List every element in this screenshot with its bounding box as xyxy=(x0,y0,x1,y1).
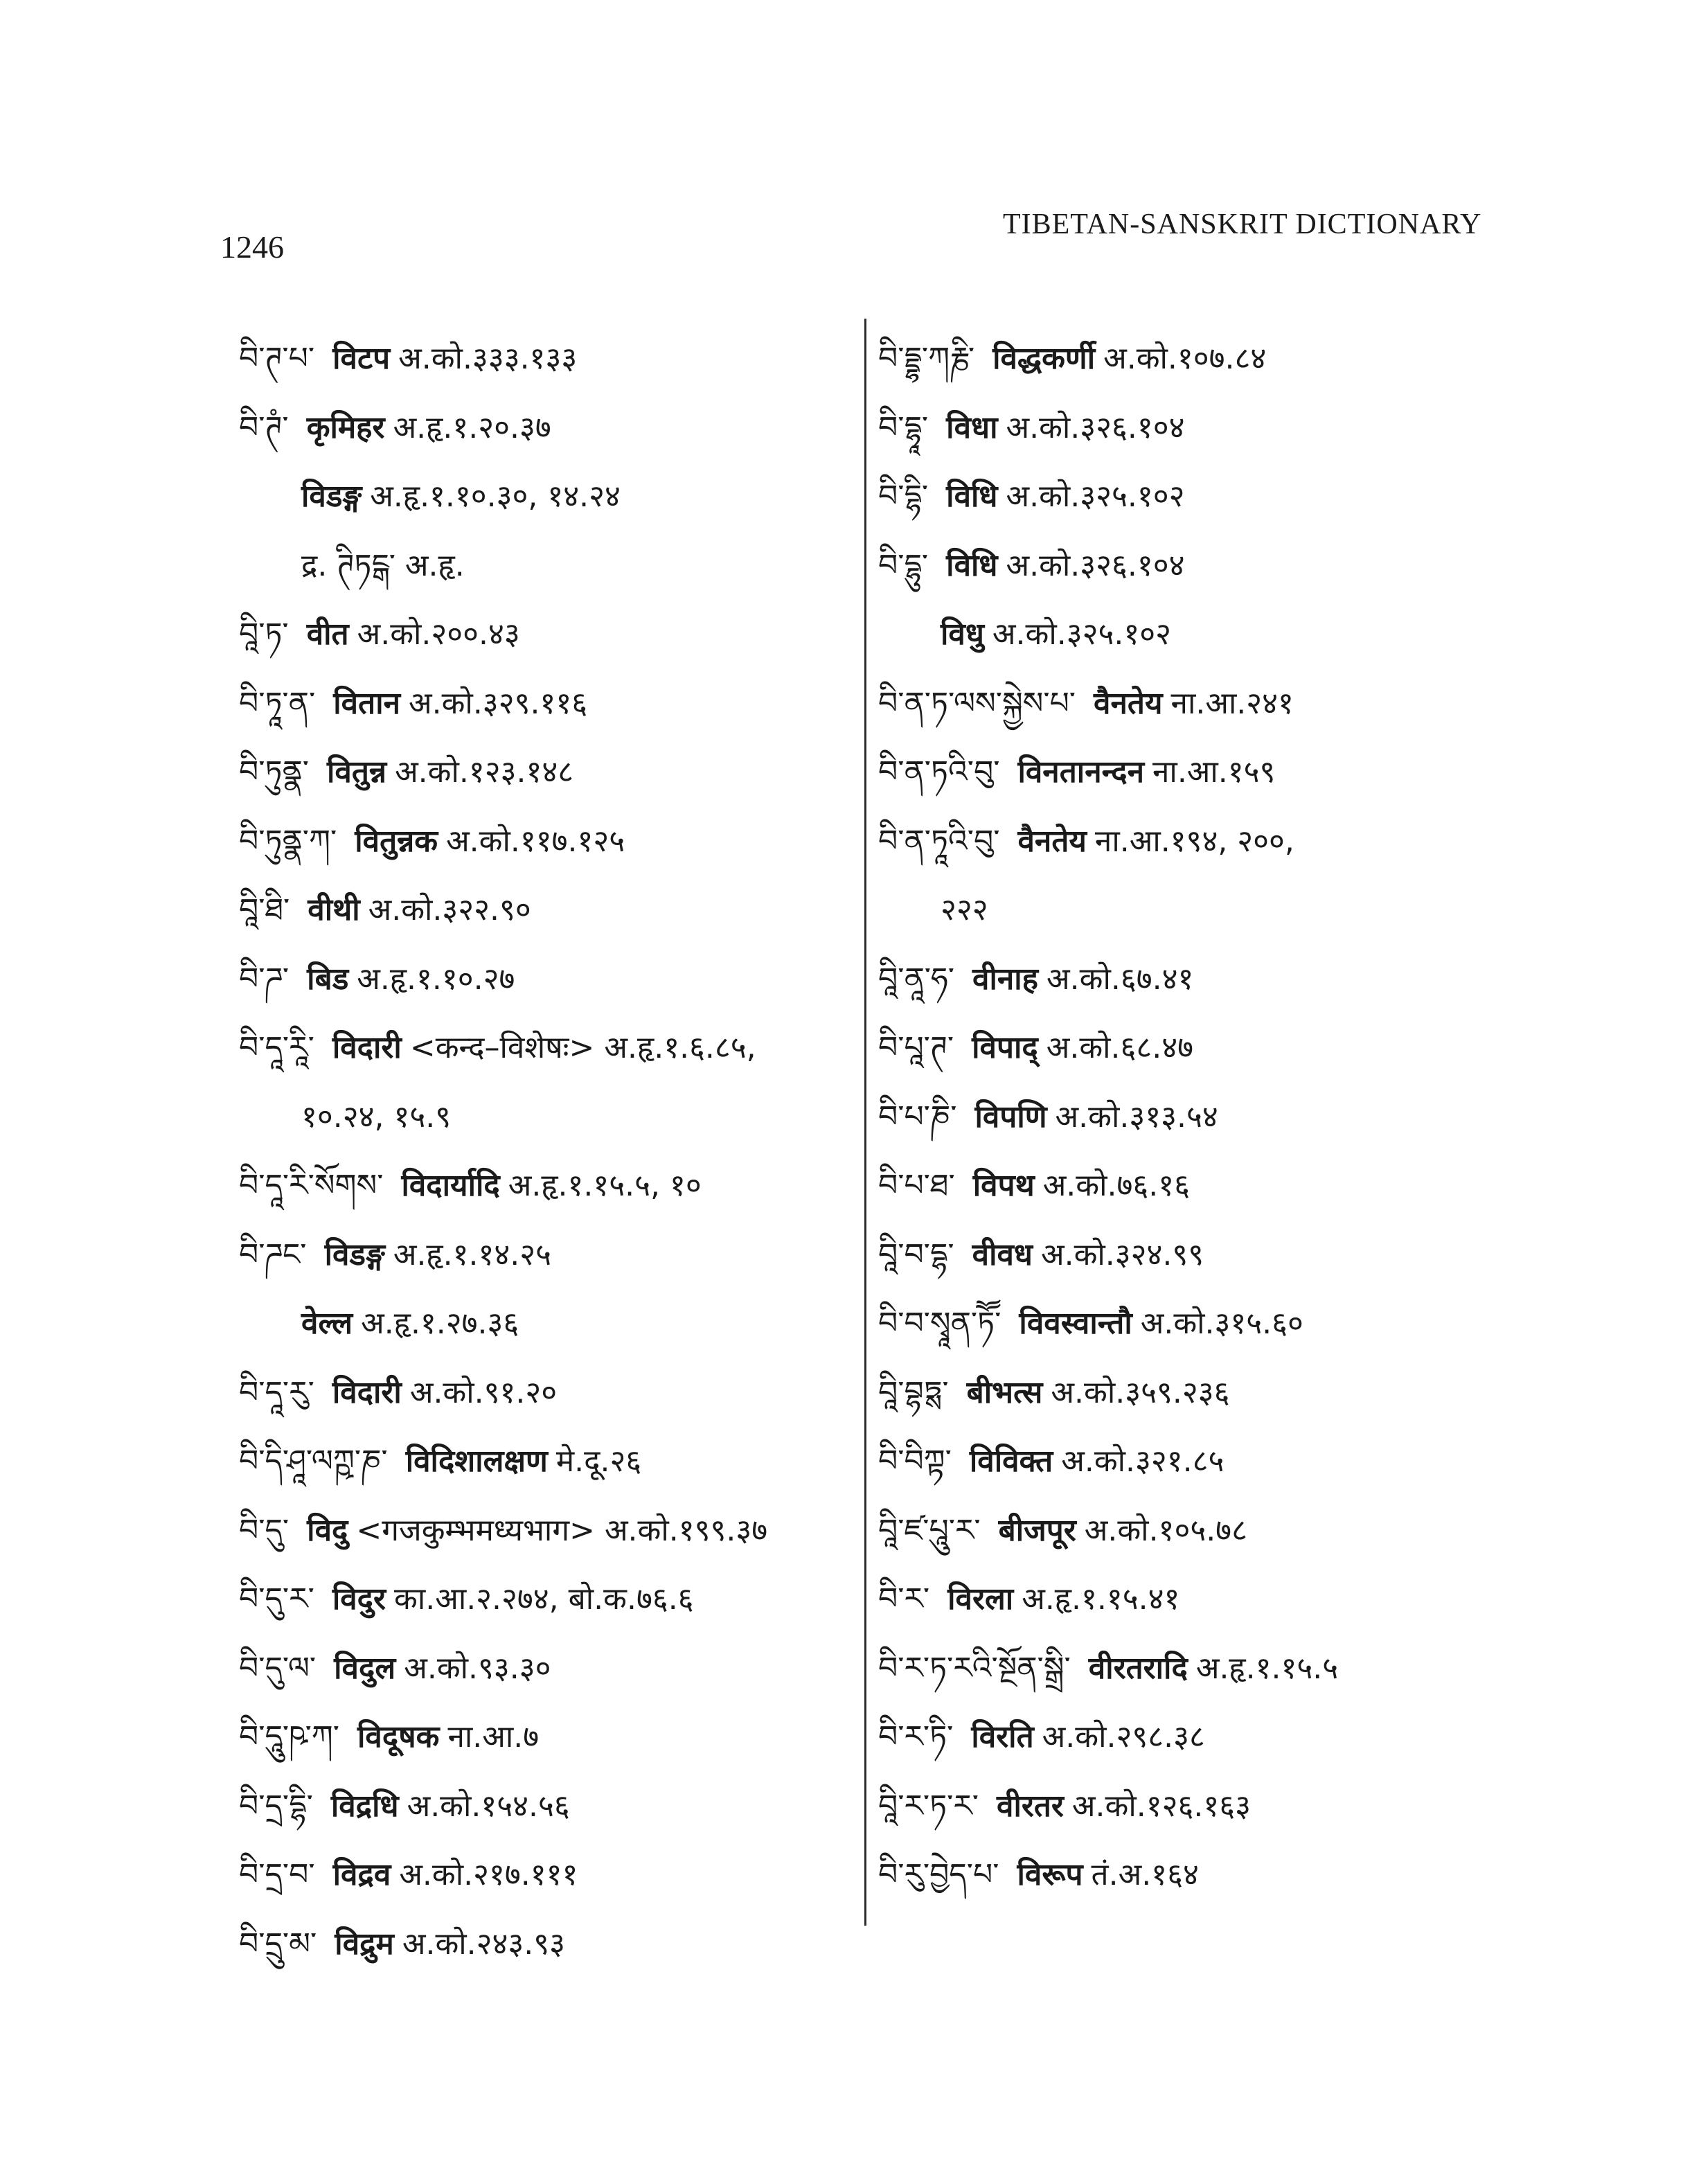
tibetan-headword: བཱི་ཐི་ xyxy=(239,892,290,927)
source-reference: अ.को.१२३.१४८ xyxy=(395,754,574,790)
dictionary-entry xyxy=(239,1020,848,1090)
source-reference: ना.आ.२४१ xyxy=(1170,685,1294,721)
sanskrit-equivalent: विटप xyxy=(332,341,391,376)
source-reference: अ.को.३१३.५४ xyxy=(1055,1099,1218,1135)
sanskrit-equivalent: विदुर xyxy=(332,1581,386,1617)
dictionary-entry xyxy=(878,1020,1488,1090)
source-reference: अ.को.३२६.१०४ xyxy=(1006,409,1185,445)
source-reference: अ.हृ.१.१०.२७ xyxy=(357,961,515,997)
tibetan-headword: བི་ཌང་ xyxy=(239,1236,307,1272)
source-reference: अ.को.९३.३० xyxy=(404,1650,551,1686)
sanskrit-equivalent: विरला xyxy=(947,1581,1014,1617)
tibetan-headword: བི་པཱ་ཊ་ xyxy=(878,1030,954,1065)
tibetan-headword: བི་པ་ཎི་ xyxy=(878,1099,957,1135)
dictionary-entry xyxy=(239,331,848,400)
source-reference: ना.आ.७ xyxy=(447,1719,540,1755)
source-reference: अ.को.२१७.१११ xyxy=(399,1857,578,1892)
dictionary-entry xyxy=(239,1572,848,1641)
source-reference: अ.हृ.१.१५.५ xyxy=(1195,1650,1339,1686)
sanskrit-equivalent: विपथ xyxy=(972,1168,1035,1203)
dictionary-entry xyxy=(878,1847,1488,1917)
sanskrit-equivalent: वीरतरादि xyxy=(1088,1650,1188,1686)
sanskrit-equivalent: विनतानन्दन xyxy=(1017,754,1144,790)
sanskrit-equivalent: विद्धकर्णी xyxy=(992,341,1096,376)
tibetan-headword: བི་དཱ་རུ་ xyxy=(239,1374,314,1410)
dictionary-entry xyxy=(239,1503,848,1572)
tibetan-headword: བི་དྷུ་ xyxy=(878,547,929,583)
dictionary-entry xyxy=(239,676,848,745)
tibetan-headword: བི་དྲ་བ་ xyxy=(239,1857,315,1892)
tibetan-headword: བི་དྲ་དྷི་ xyxy=(239,1788,313,1824)
running-title: TIBETAN-SANSKRIT DICTIONARY xyxy=(1003,208,1482,240)
dictionary-entry xyxy=(878,1779,1488,1848)
source-reference: <गजकुम्भमध्यभाग> अ.को.१९९.३७ xyxy=(356,1512,768,1548)
tibetan-headword: བི་ཊཾ་ xyxy=(239,409,289,445)
source-reference: अ.को.२००.४३ xyxy=(357,616,520,652)
tibetan-headword: བི་ཏུནྣ་ཀ་ xyxy=(239,823,337,859)
source-reference: अ.को.६८.४७ xyxy=(1046,1030,1194,1065)
sanskrit-equivalent: कृमिहर xyxy=(306,409,385,445)
tibetan-headword: བི་དཱ་རཱི་ xyxy=(239,1030,314,1065)
tibetan-headword: བི་དྷི་ xyxy=(878,479,929,514)
sanskrit-equivalent: विदार्यादि xyxy=(401,1168,500,1203)
source-reference: तं.अ.१६४ xyxy=(1091,1857,1199,1892)
source-reference: अ.को.११७.१२५ xyxy=(446,823,625,859)
source-reference: अ.को.१२६.१६३ xyxy=(1071,1788,1251,1824)
dictionary-entry xyxy=(239,1365,848,1435)
source-reference: द्र. ཊིཏངྒ་ अ.हृ. xyxy=(301,547,465,583)
left-column xyxy=(239,331,848,1985)
dictionary-entry xyxy=(239,1434,848,1503)
sanskrit-equivalent: विद्रव xyxy=(332,1857,391,1892)
source-reference: अ.को.१०७.८४ xyxy=(1103,341,1267,376)
dictionary-entry xyxy=(878,952,1488,1021)
dictionary-entry xyxy=(239,1779,848,1848)
dictionary-entry xyxy=(239,1158,848,1227)
source-reference: अ.को.६७.४१ xyxy=(1047,961,1194,997)
tibetan-headword: བི་པ་ཐ་ xyxy=(878,1168,955,1203)
dictionary-entry xyxy=(239,607,848,676)
source-reference: अ.को.३१५.६० xyxy=(1140,1306,1303,1341)
source-reference: अ.को.३२१.८५ xyxy=(1061,1444,1224,1479)
dictionary-entry xyxy=(239,952,848,1021)
tibetan-headword: བི་ཌ་ xyxy=(239,961,290,997)
dictionary-entry xyxy=(878,469,1488,538)
sanskrit-equivalent: विधा xyxy=(946,409,998,445)
source-reference: अ.को.३२५.१०२ xyxy=(992,616,1171,652)
tibetan-headword: བི་ན་ཏཱའི་བུ་ xyxy=(878,823,1000,859)
tibetan-headword: བཱི་ཏ་ xyxy=(239,616,289,652)
tibetan-headword: བི་དྷཱ་ xyxy=(878,409,929,445)
dictionary-entry xyxy=(878,1572,1488,1641)
tibetan-headword: བི་དཱ་རི་སོགས་ xyxy=(239,1168,384,1203)
sanskrit-equivalent: विविक्त xyxy=(969,1444,1053,1479)
source-reference: अ.हृ.१.२७.३६ xyxy=(361,1306,519,1341)
tibetan-headword: བི་དུ་ xyxy=(239,1512,290,1548)
sanskrit-equivalent: विद्रधि xyxy=(330,1788,399,1824)
source-reference: अ.हृ.१.२०.३७ xyxy=(393,409,551,445)
source-reference: अ.हृ.१.१४.२५ xyxy=(393,1236,551,1272)
dictionary-entry xyxy=(878,607,1488,676)
tibetan-headword: བི་ཊ་པ་ xyxy=(239,341,315,376)
sanskrit-equivalent: बीभत्स xyxy=(966,1374,1043,1410)
dictionary-entry xyxy=(239,1227,848,1297)
source-reference: अ.को.३२६.१०४ xyxy=(1006,547,1185,583)
dictionary-entry xyxy=(239,1090,848,1159)
source-reference: का.आ.२.२७४, बो.क.७६.६ xyxy=(394,1581,694,1617)
dictionary-entry xyxy=(239,814,848,883)
dictionary-entry xyxy=(878,1641,1488,1710)
dictionary-entry xyxy=(878,538,1488,607)
source-reference: अ.को.२९८.३८ xyxy=(1042,1719,1205,1755)
sanskrit-equivalent: विडङ्ग xyxy=(301,479,362,514)
tibetan-headword: བཱི་ནཱ་ཧ་ xyxy=(878,961,954,997)
sanskrit-equivalent: विद्रुम xyxy=(335,1926,394,1962)
sanskrit-equivalent: विदूषक xyxy=(357,1719,440,1755)
tibetan-headword: བི་ཏུནྣ་ xyxy=(239,754,310,790)
tibetan-headword: བི་ཏཱ་ན་ xyxy=(239,685,316,721)
dictionary-entry xyxy=(239,538,848,607)
source-reference: <कन्द–विशेषः> अ.हृ.१.६.८५, xyxy=(409,1030,756,1065)
source-reference: अ.हृ.१.१५.५, १० xyxy=(508,1168,702,1203)
sanskrit-equivalent: वीवध xyxy=(972,1236,1033,1272)
dictionary-entry xyxy=(878,1365,1488,1435)
source-reference: अ.को.७६.१६ xyxy=(1042,1168,1190,1203)
tibetan-headword: བི་ན་ཏ་ལས་སྐྱེས་པ་ xyxy=(878,685,1076,721)
tibetan-headword: བི་ར་ཏ་རའི་སྔོན་སྒྲི་ xyxy=(878,1650,1071,1686)
dictionary-entry xyxy=(239,745,848,814)
sanskrit-equivalent: वेल्ल xyxy=(301,1306,353,1341)
sanskrit-equivalent: बीजपूर xyxy=(998,1512,1076,1548)
right-column xyxy=(878,331,1488,1917)
column-divider xyxy=(864,319,866,1926)
dictionary-entry xyxy=(878,1090,1488,1159)
dictionary-entry xyxy=(239,1847,848,1917)
dictionary-entry xyxy=(878,1434,1488,1503)
sanskrit-equivalent: वीरतर xyxy=(996,1788,1064,1824)
sanskrit-equivalent: विपाद् xyxy=(972,1030,1038,1065)
dictionary-entry xyxy=(239,1641,848,1710)
sanskrit-equivalent: वीनाह xyxy=(972,961,1039,997)
dictionary-entry xyxy=(878,1503,1488,1572)
sanskrit-equivalent: वीत xyxy=(306,616,349,652)
tibetan-headword: བི་དཱུ་ཥ་ཀ་ xyxy=(239,1719,340,1755)
dictionary-entry xyxy=(878,882,1488,952)
page-number: 1246 xyxy=(220,229,284,265)
dictionary-entry xyxy=(878,814,1488,883)
sanskrit-equivalent: वीथी xyxy=(308,892,360,927)
dictionary-entry xyxy=(878,400,1488,470)
tibetan-headword: བི་ར་ཏི་ xyxy=(878,1719,954,1755)
sanskrit-equivalent: वितुन्नक xyxy=(355,823,438,859)
dictionary-entry xyxy=(239,400,848,470)
sanskrit-equivalent: वैनतेय xyxy=(1094,685,1163,721)
dictionary-entry xyxy=(239,882,848,952)
tibetan-headword: བི་དྡྷ་ཀརྞི་ xyxy=(878,341,975,376)
sanskrit-equivalent: विरति xyxy=(971,1719,1034,1755)
dictionary-entry xyxy=(239,1710,848,1779)
sanskrit-equivalent: विदारी xyxy=(332,1374,402,1410)
sanskrit-equivalent: विदु xyxy=(307,1512,348,1548)
source-reference: अ.को.३२४.९९ xyxy=(1041,1236,1204,1272)
tibetan-headword: བི་ན་ཏའི་བུ་ xyxy=(878,754,1000,790)
dictionary-entry xyxy=(878,331,1488,400)
tibetan-headword: བཱི་བྷཏྶ་ xyxy=(878,1374,949,1410)
sanskrit-equivalent: विधि xyxy=(946,547,998,583)
sanskrit-equivalent: विधि xyxy=(946,479,998,514)
source-reference: अ.हृ.१.१०.३०, १४.२४ xyxy=(370,479,621,514)
dictionary-entry xyxy=(878,1227,1488,1297)
source-reference: अ.को.१५४.५६ xyxy=(407,1788,570,1824)
tibetan-headword: བི་བིཀྟ་ xyxy=(878,1444,952,1479)
dictionary-entry xyxy=(878,1710,1488,1779)
sanskrit-equivalent: विदुल xyxy=(334,1650,396,1686)
source-reference: अ.को.३५९.२३६ xyxy=(1051,1374,1230,1410)
source-reference: मे.दू.२६ xyxy=(555,1444,642,1479)
sanskrit-equivalent: विडङ्ग xyxy=(324,1236,385,1272)
source-reference: ना.आ.१९४, २००, xyxy=(1094,823,1294,859)
source-reference: अ.को.३२५.१०२ xyxy=(1006,479,1185,514)
sanskrit-equivalent: विवस्वान्तौ xyxy=(1019,1306,1132,1341)
tibetan-headword: བཱི་ཛ་པཱུ་ར་ xyxy=(878,1512,981,1548)
dictionary-entry xyxy=(239,1917,848,1986)
source-reference: अ.को.९१.२० xyxy=(409,1374,558,1410)
sanskrit-equivalent: वितान xyxy=(333,685,401,721)
dictionary-entry xyxy=(878,676,1488,745)
dictionary-entry xyxy=(239,469,848,538)
sanskrit-equivalent: विपणि xyxy=(974,1099,1047,1135)
tibetan-headword: བི་རུ་བྱེད་པ་ xyxy=(878,1857,999,1892)
tibetan-headword: བི་དི་ཤཱ་ལཀྵ་ཎ་ xyxy=(239,1444,388,1479)
sanskrit-equivalent: वितुन्न xyxy=(327,754,387,790)
dictionary-entry xyxy=(239,1296,848,1365)
tibetan-headword: བཱི་བ་དྷ་ xyxy=(878,1236,954,1272)
tibetan-headword: བི་ར་ xyxy=(878,1581,930,1617)
sanskrit-equivalent: बिड xyxy=(307,961,349,997)
sanskrit-equivalent: विदिशालक्षण xyxy=(405,1444,548,1479)
tibetan-headword: བི་བ་སྭཱན་ཏཽ་ xyxy=(878,1306,1001,1341)
sanskrit-equivalent: विधु xyxy=(941,616,984,652)
sanskrit-equivalent: विरूप xyxy=(1017,1857,1083,1892)
dictionary-entry xyxy=(878,745,1488,814)
tibetan-headword: བཱི་ར་ཏ་ར་ xyxy=(878,1788,979,1824)
tibetan-headword: བི་དུ་ལ་ xyxy=(239,1650,317,1686)
source-reference: अ.को.३२९.११६ xyxy=(409,685,588,721)
tibetan-headword: བི་དུ་ར་ xyxy=(239,1581,314,1617)
sanskrit-equivalent: विदारी xyxy=(332,1030,402,1065)
source-reference: अ.को.३२२.९० xyxy=(368,892,531,927)
source-reference: ना.आ.१५९ xyxy=(1152,754,1276,790)
source-reference: अ.को.१०५.७८ xyxy=(1084,1512,1247,1548)
source-reference: २२२ xyxy=(941,892,988,927)
dictionary-entry xyxy=(878,1158,1488,1227)
tibetan-headword: བི་དྲུ་མ་ xyxy=(239,1926,317,1962)
sanskrit-equivalent: वैनतेय xyxy=(1017,823,1087,859)
source-reference: अ.को.३३३.१३३ xyxy=(398,341,578,376)
source-reference: १०.२४, १५.९ xyxy=(301,1099,452,1135)
source-reference: अ.को.२४३.९३ xyxy=(402,1926,566,1962)
dictionary-entry xyxy=(878,1296,1488,1365)
source-reference: अ.हृ.१.१५.४१ xyxy=(1022,1581,1180,1617)
